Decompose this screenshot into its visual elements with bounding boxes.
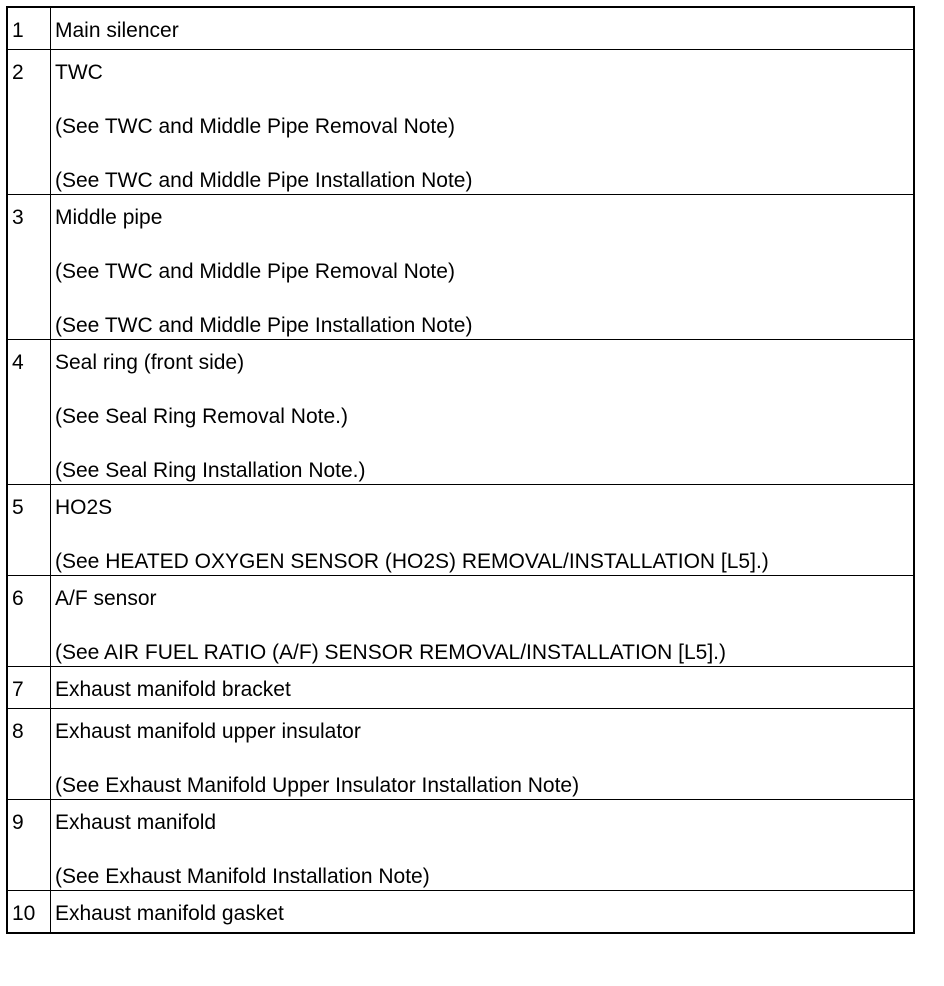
item-description — [51, 340, 915, 485]
table-row — [7, 50, 914, 195]
item-description — [51, 891, 915, 934]
reference-note: (See Exhaust Manifold Installation Note) — [55, 865, 430, 888]
item-number: 7 — [7, 667, 51, 709]
table-row — [7, 195, 914, 340]
part-name: TWC — [55, 61, 103, 84]
item-number: 6 — [7, 576, 51, 667]
table-row — [7, 667, 914, 709]
reference-note: (See Exhaust Manifold Upper Insulator Installation Note) — [55, 774, 580, 797]
item-number: 4 — [7, 340, 51, 485]
parts-table — [6, 6, 915, 934]
table-row — [7, 485, 914, 576]
part-name: Exhaust manifold upper insulator — [55, 720, 361, 743]
table-row — [7, 340, 914, 485]
part-name: HO2S — [55, 496, 113, 519]
part-name: Main silencer — [55, 19, 179, 42]
item-description — [51, 195, 915, 340]
part-name: Exhaust manifold — [55, 811, 217, 834]
part-name: Middle pipe — [55, 206, 163, 229]
reference-note: (See TWC and Middle Pipe Installation Note) — [55, 314, 473, 337]
part-name: Seal ring (front side) — [55, 351, 245, 374]
table-row — [7, 576, 914, 667]
reference-note: (See TWC and Middle Pipe Removal Note) — [55, 260, 455, 283]
reference-note: (See AIR FUEL RATIO (A/F) SENSOR REMOVAL/INSTALLATION [L5].) — [55, 641, 726, 664]
item-description — [51, 50, 915, 195]
item-number: 3 — [7, 195, 51, 340]
part-name: Exhaust manifold bracket — [55, 678, 291, 701]
reference-note: (See Seal Ring Removal Note.) — [55, 405, 348, 428]
item-description — [51, 576, 915, 667]
item-description — [51, 709, 915, 800]
item-number: 5 — [7, 485, 51, 576]
reference-note: (See HEATED OXYGEN SENSOR (HO2S) REMOVAL/INSTALLATION [L5].) — [55, 550, 769, 573]
part-name: Exhaust manifold gasket — [55, 902, 284, 925]
item-number: 10 — [7, 891, 51, 934]
reference-note: (See Seal Ring Installation Note.) — [55, 459, 366, 482]
table-row — [7, 7, 914, 50]
reference-note: (See TWC and Middle Pipe Removal Note) — [55, 115, 455, 138]
item-number: 2 — [7, 50, 51, 195]
item-description — [51, 667, 915, 709]
table-row — [7, 709, 914, 800]
table-row — [7, 891, 914, 934]
item-number: 1 — [7, 7, 51, 50]
item-description — [51, 800, 915, 891]
item-number: 9 — [7, 800, 51, 891]
table-row — [7, 800, 914, 891]
item-description — [51, 7, 915, 50]
item-number: 8 — [7, 709, 51, 800]
item-description — [51, 485, 915, 576]
reference-note: (See TWC and Middle Pipe Installation Note) — [55, 169, 473, 192]
part-name: A/F sensor — [55, 587, 157, 610]
